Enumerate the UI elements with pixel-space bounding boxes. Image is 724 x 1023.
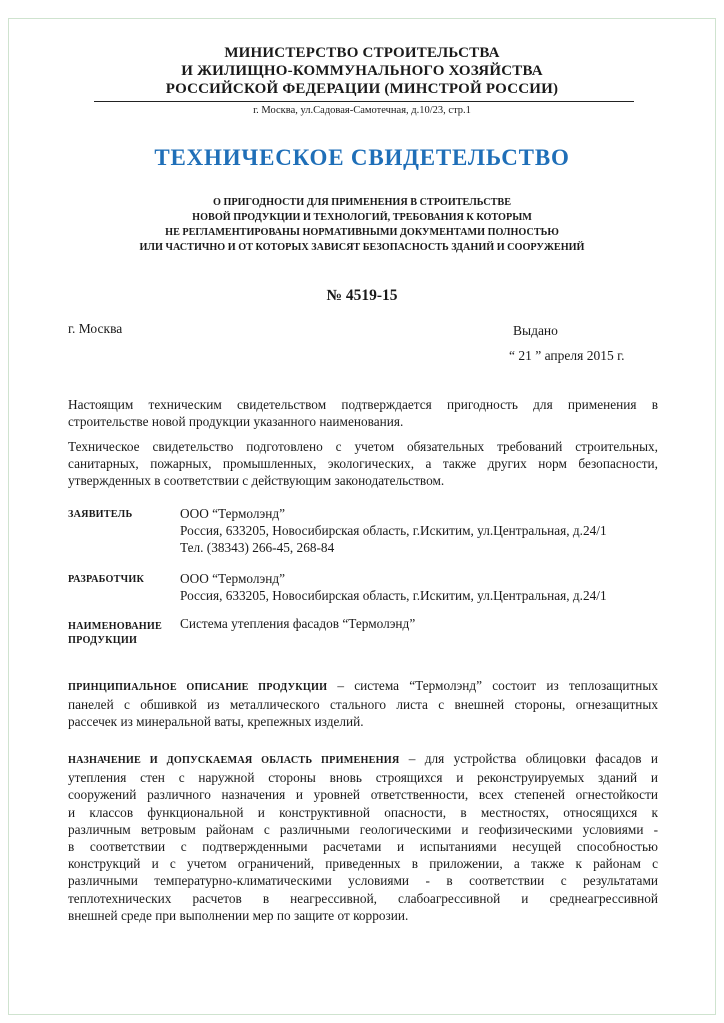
paragraph-line: Техническое свидетельство подготовлено с учетом обязательных требований строительных,	[68, 439, 658, 454]
applicant-label: ЗАЯВИТЕЛЬ	[68, 509, 133, 520]
document-subtitle	[0, 195, 724, 255]
purpose-line: сооружений различного назначения и уровней ответственности, всех степеней огнестойкости	[68, 787, 658, 803]
purpose-line: различными температурно-климатическими условиями - в соответствии с результатами	[68, 873, 658, 889]
issued-label: Выдано	[513, 323, 558, 338]
subtitle-line: НОВОЙ ПРОДУКЦИИ И ТЕХНОЛОГИЙ, ТРЕБОВАНИЯ К КОТОРЫМ	[192, 212, 532, 223]
purpose-line: утепления стен с наружной стороны вновь строящихся и реконструируемых зданий и	[68, 770, 658, 786]
subtitle-line: НЕ РЕГЛАМЕНТИРОВАНЫ НОРМАТИВНЫМИ ДОКУМЕНТАМИ ПОЛНОСТЬЮ	[165, 227, 559, 238]
ministry-header	[0, 44, 724, 98]
description-first-line	[68, 677, 658, 696]
description-line: рассечек из минеральной ваты, крепежных изделий.	[68, 714, 364, 730]
product-label-line: НАИМЕНОВАНИЕ	[68, 621, 163, 632]
paragraph-line: Настоящим техническим свидетельством подтверждается пригодность для применения в	[68, 397, 658, 412]
purpose-line: в соответствии с подтвержденными расчетами и испытаниями несущей способностью	[68, 839, 658, 855]
subtitle-line: О ПРИГОДНОСТИ ДЛЯ ПРИМЕНЕНИЯ В СТРОИТЕЛЬСТВЕ	[212, 197, 512, 208]
purpose-line: внешней среде при выполнении мер по защите от коррозии.	[68, 907, 409, 923]
developer-line: ООО “Термолэнд”	[180, 571, 286, 586]
product-label	[68, 620, 162, 648]
purpose-line: различным ветровым районам с различными геологическими и геофизическими условиями -	[68, 821, 658, 837]
purpose-line: и классов функциональной и конструктивной опасности, в местностях, относящихся к	[68, 804, 658, 820]
paragraph-line: утвержденных в соответствии с действующим законодательством.	[68, 473, 445, 489]
developer-line: Россия, 633205, Новосибирская область, г.Искитим, ул.Центральная, д.24/1	[180, 588, 607, 603]
ministry-line: РОССИЙСКОЙ ФЕДЕРАЦИИ (МИНСТРОЙ РОССИИ)	[165, 81, 559, 97]
issue-city: г. Москва	[68, 321, 123, 336]
developer-value	[180, 570, 607, 604]
purpose-line: теплотехнических расчетов в неагрессивной, слабоагрессивной и среднеагрессивной	[68, 890, 658, 906]
applicant-line: Тел. (38343) 266-45, 268-84	[180, 540, 335, 555]
header-rule	[94, 101, 634, 102]
ministry-address: г. Москва, ул.Садовая-Самотечная, д.10/23, стр.1	[253, 105, 471, 116]
document-title: ТЕХНИЧЕСКОЕ СВИДЕТЕЛЬСТВО	[154, 145, 570, 170]
subtitle-line: ИЛИ ЧАСТИЧНО И ОТ КОТОРЫХ ЗАВИСЯТ БЕЗОПАСНОСТЬ ЗДАНИЙ И СООРУЖЕНИЙ	[139, 242, 585, 253]
description-first-line-text: – система “Термолэнд” состоит из теплозащитных	[327, 678, 658, 693]
purpose-heading: НАЗНАЧЕНИЕ И ДОПУСКАЕМАЯ ОБЛАСТЬ ПРИМЕНЕНИЯ	[68, 755, 400, 766]
applicant-line: Россия, 633205, Новосибирская область, г.Искитим, ул.Центральная, д.24/1	[180, 523, 607, 538]
product-description	[68, 677, 658, 731]
intro-paragraph-2	[68, 438, 658, 490]
purpose-first-line	[68, 750, 658, 769]
intro-paragraph-1	[68, 396, 658, 430]
paragraph-line: строительстве новой продукции указанного наименования.	[68, 414, 404, 430]
applicant-value	[180, 505, 607, 556]
certificate-number: № 4519-15	[326, 287, 398, 304]
product-value: Система утепления фасадов “Термолэнд”	[180, 616, 416, 631]
purpose-line: конструкций и с учетом ограничений, приведенных в приложении, а также к районам с	[68, 856, 658, 872]
applicant-line: ООО “Термолэнд”	[180, 506, 286, 521]
product-label-line: ПРОДУКЦИИ	[68, 635, 138, 646]
purpose-first-line-text: – для устройства облицовки фасадов и	[399, 751, 658, 766]
paragraph-line: санитарных, пожарных, промышленных, экологических, а также других норм безопасности,	[68, 456, 658, 472]
issued-date: “ 21 ” апреля 2015 г.	[509, 348, 625, 363]
description-line: панелей с обшивкой из металлического стального листа с внешней стороны, огнезащитных	[68, 697, 658, 713]
developer-label: РАЗРАБОТЧИК	[68, 574, 145, 585]
description-heading: ПРИНЦИПИАЛЬНОЕ ОПИСАНИЕ ПРОДУКЦИИ	[68, 682, 328, 693]
purpose-section	[68, 750, 658, 924]
ministry-line: И ЖИЛИЩНО-КОММУНАЛЬНОГО ХОЗЯЙСТВА	[181, 63, 543, 79]
ministry-line: МИНИСТЕРСТВО СТРОИТЕЛЬСТВА	[224, 45, 500, 61]
